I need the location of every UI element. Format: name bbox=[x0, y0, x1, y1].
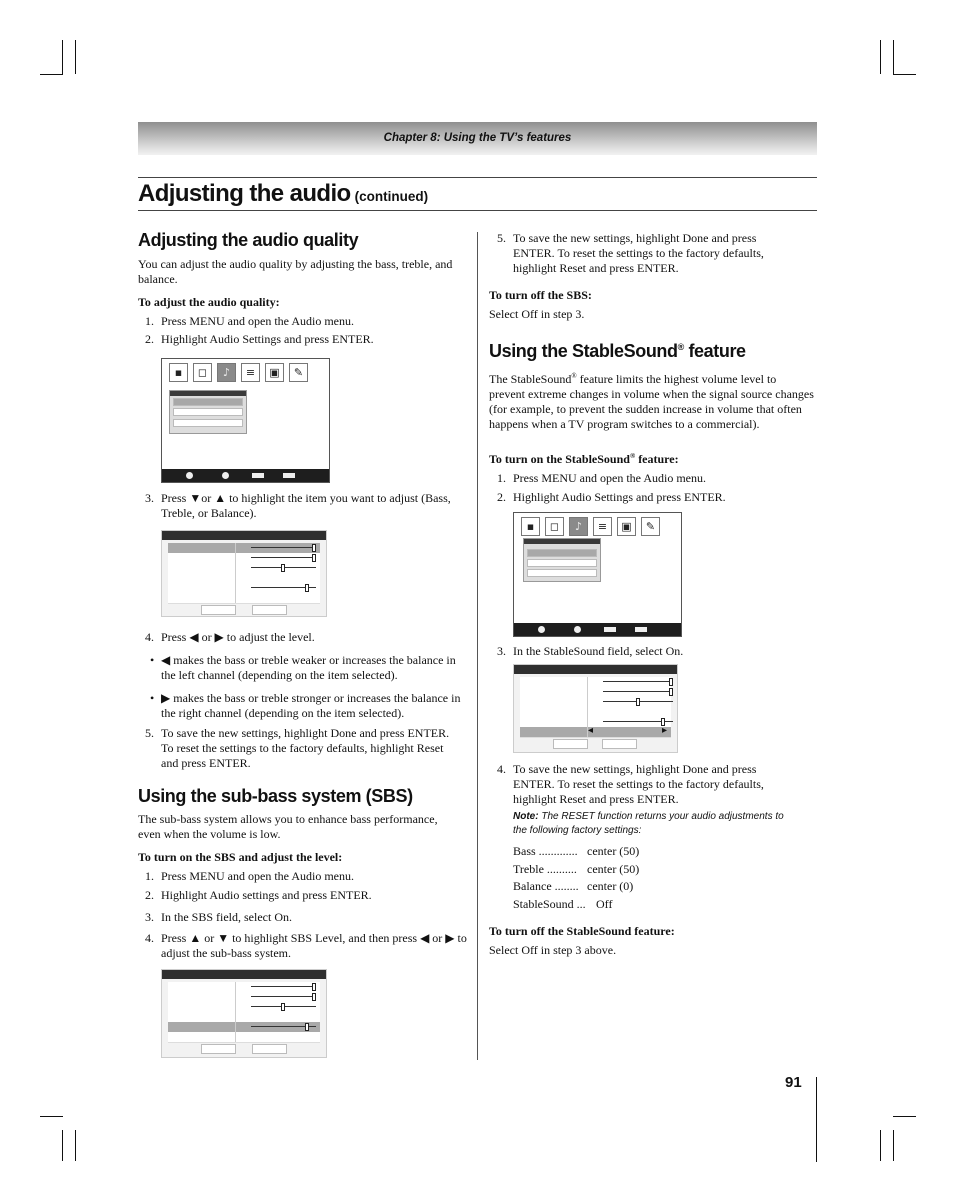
section-heading-audio-quality: Adjusting the audio quality bbox=[138, 230, 359, 250]
audio-icon: ♪ bbox=[217, 363, 236, 382]
stablesound-settings-screenshot bbox=[513, 664, 678, 753]
crop-mark bbox=[75, 40, 76, 74]
lock-icon: ▣ bbox=[265, 363, 284, 382]
crop-mark bbox=[62, 40, 63, 74]
page-number: 91 bbox=[785, 1074, 802, 1091]
default-label: StableSound ... bbox=[513, 897, 586, 911]
stablesound-subhead: To turn on the StableSound® feature: bbox=[489, 452, 679, 466]
picture-icon: ▪ bbox=[521, 517, 540, 536]
step-number: 2. bbox=[497, 490, 506, 504]
step-text: Press ▼or ▲ to highlight the item you want to adjust (Bass, Treble, or Balance). bbox=[161, 491, 451, 520]
stablesound-intro: The StableSound® feature limits the highest volume level to prevent extreme changes in volume when the signal source changes (for example, to prevent the sudden increase in volume that often happens when a TV program switches to a commercial). bbox=[489, 372, 814, 431]
preferences-icon: ≡ bbox=[241, 363, 260, 382]
step-number: 2. bbox=[145, 888, 154, 902]
crop-mark bbox=[880, 40, 881, 74]
applications-icon: ✎ bbox=[289, 363, 308, 382]
audio-menu-screenshot bbox=[161, 358, 330, 483]
default-label: Treble .......... bbox=[513, 862, 577, 876]
crop-mark bbox=[893, 74, 916, 75]
crop-mark bbox=[62, 1130, 63, 1161]
sbs-settings-screenshot bbox=[161, 969, 327, 1058]
step-number: 1. bbox=[145, 314, 154, 328]
setup-icon: ◻ bbox=[545, 517, 564, 536]
default-value: Off bbox=[596, 897, 613, 911]
right-arrow-icon: ▸ bbox=[662, 725, 668, 736]
sbs-off-subhead: To turn off the SBS: bbox=[489, 288, 592, 302]
audio-submenu bbox=[169, 390, 247, 434]
preferences-icon: ≡ bbox=[593, 517, 612, 536]
menu-footer bbox=[514, 623, 681, 636]
page-number-rule bbox=[816, 1077, 817, 1162]
step-text: To save the new settings, highlight Done and press ENTER. To reset the settings to the factory defaults, highlight Reset and press ENTER. bbox=[161, 726, 450, 770]
step-number: 3. bbox=[145, 491, 154, 505]
stablesound-off-subhead: To turn off the StableSound feature: bbox=[489, 924, 675, 938]
menu-footer bbox=[162, 469, 329, 482]
chapter-title: Chapter 8: Using the TV’s features bbox=[383, 132, 572, 144]
bullet-text: ◀ makes the bass or treble weaker or increases the balance in the left channel (depending on the item selected). bbox=[161, 653, 456, 682]
crop-mark bbox=[893, 1130, 894, 1161]
step-text: Press MENU and open the Audio menu. bbox=[161, 869, 354, 883]
step-text: Highlight Audio Settings and press ENTER. bbox=[161, 332, 374, 346]
title-rule-bottom bbox=[138, 210, 817, 211]
stablesound-off-text: Select Off in step 3 above. bbox=[489, 943, 617, 957]
crop-mark bbox=[75, 1130, 76, 1161]
step-number: 1. bbox=[145, 869, 154, 883]
page-title-main: Adjusting the audio bbox=[138, 180, 351, 207]
chapter-header-band bbox=[138, 122, 817, 155]
step-number: 5. bbox=[497, 231, 506, 245]
sbs-subhead: To turn on the SBS and adjust the level: bbox=[138, 850, 343, 864]
crop-mark bbox=[893, 40, 894, 74]
page-title-continued: (continued) bbox=[354, 189, 429, 204]
step-text: To save the new settings, highlight Done and press ENTER. To reset the settings to the factory defaults, highlight Reset and press ENTER. bbox=[513, 231, 764, 275]
picture-icon: ▪ bbox=[169, 363, 188, 382]
bullet: • bbox=[150, 653, 155, 667]
audio-quality-intro: You can adjust the audio quality by adjusting the bass, treble, and balance. bbox=[138, 257, 453, 286]
default-label: Balance ........ bbox=[513, 879, 579, 893]
audio-menu-screenshot bbox=[513, 512, 682, 637]
step-text: In the StableSound field, select On. bbox=[513, 644, 684, 658]
crop-mark bbox=[40, 74, 63, 75]
step-text: Highlight Audio settings and press ENTER. bbox=[161, 888, 372, 902]
step-number: 1. bbox=[497, 471, 506, 485]
audio-icon: ♪ bbox=[569, 517, 588, 536]
audio-settings-screenshot bbox=[161, 530, 327, 617]
step-text: In the SBS field, select On. bbox=[161, 910, 292, 924]
step-text: Press ▲ or ▼ to highlight SBS Level, and then press ◀ or ▶ to adjust the sub-bass system. bbox=[161, 931, 467, 960]
default-value: center (50) bbox=[587, 862, 640, 876]
note bbox=[513, 810, 793, 838]
default-value: center (0) bbox=[587, 879, 634, 893]
section-heading-sbs: Using the sub-bass system (SBS) bbox=[138, 786, 413, 806]
default-value: center (50) bbox=[587, 844, 640, 858]
step-number: 3. bbox=[497, 644, 506, 658]
page-title bbox=[138, 180, 428, 208]
step-number: 2. bbox=[145, 332, 154, 346]
section-heading-stablesound: Using the StableSound® feature bbox=[489, 341, 746, 361]
step-text: To save the new settings, highlight Done and press ENTER. To reset the settings to the factory defaults, highlight Reset and press ENTER. bbox=[513, 762, 764, 806]
crop-mark bbox=[880, 1130, 881, 1161]
crop-mark bbox=[893, 1116, 916, 1117]
step-number: 3. bbox=[145, 910, 154, 924]
lock-icon: ▣ bbox=[617, 517, 636, 536]
crop-mark bbox=[40, 1116, 63, 1117]
step-number: 4. bbox=[497, 762, 506, 776]
audio-submenu bbox=[523, 538, 601, 582]
bullet: • bbox=[150, 691, 155, 705]
note-label: Note: bbox=[513, 811, 539, 822]
note-text: The RESET function returns your audio adjustments to the following factory settings: bbox=[513, 811, 784, 836]
step-text: Highlight Audio Settings and press ENTER. bbox=[513, 490, 726, 504]
step-text: Press ◀ or ▶ to adjust the level. bbox=[161, 630, 315, 644]
left-arrow-icon: ◂ bbox=[588, 725, 594, 736]
audio-quality-subhead: To adjust the audio quality: bbox=[138, 295, 280, 309]
sbs-intro: The sub-bass system allows you to enhance bass performance, even when the volume is low. bbox=[138, 812, 438, 841]
sbs-off-text: Select Off in step 3. bbox=[489, 307, 585, 321]
step-number: 4. bbox=[145, 931, 154, 945]
title-rule-top bbox=[138, 177, 817, 178]
step-text: Press MENU and open the Audio menu. bbox=[513, 471, 706, 485]
bullet-text: ▶ makes the bass or treble stronger or increases the balance in the right channel (depending on the item selected). bbox=[161, 691, 461, 720]
applications-icon: ✎ bbox=[641, 517, 660, 536]
step-text: Press MENU and open the Audio menu. bbox=[161, 314, 354, 328]
column-divider bbox=[477, 232, 478, 1060]
step-number: 5. bbox=[145, 726, 154, 740]
default-label: Bass ............. bbox=[513, 844, 578, 858]
setup-icon: ◻ bbox=[193, 363, 212, 382]
step-number: 4. bbox=[145, 630, 154, 644]
